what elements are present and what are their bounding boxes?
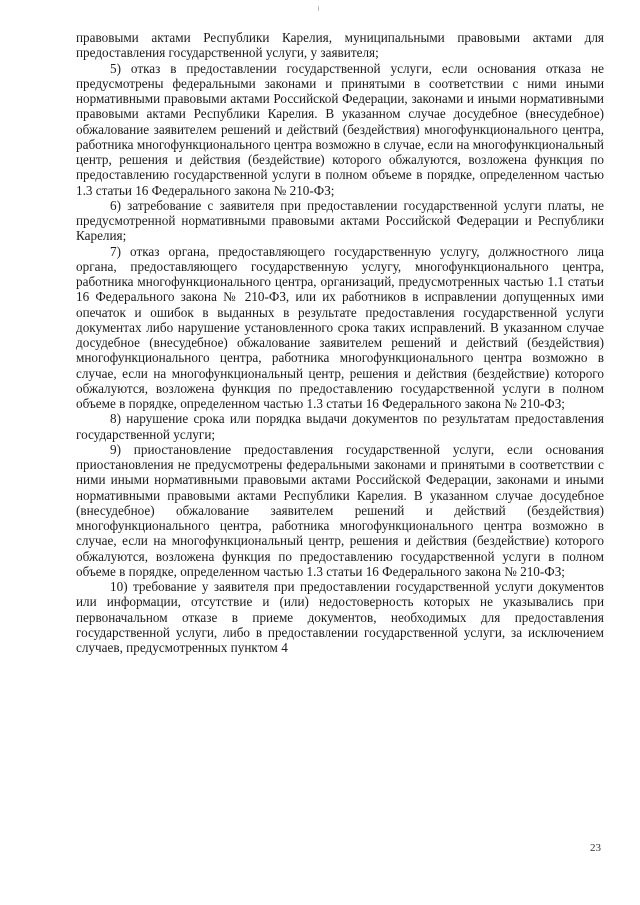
paragraph-item-10: 10) требование у заявителя при предоставлении государственной услуги документов или информации, отсутствие и (или) недостоверность которых не указывались при первоначальном отказе в приеме документов, необходимых для предоставления государственной услуги, либо в предоставлении государственной услуги, за исключением случаев, предусмотренных пунктом 4 [76,579,604,655]
page-number: 23 [590,842,601,854]
paragraph-item-8: 8) нарушение срока или порядка выдачи документов по результатам предоставления государственной услуги; [76,411,604,442]
scan-mark [318,6,319,11]
paragraph-item-6: 6) затребование с заявителя при предоставлении государственной услуги платы, не предусмотренной нормативными правовыми актами Российской Федерации и Республики Карелия; [76,197,604,244]
paragraph-item-5: 5) отказ в предоставлении государственной услуги, если основания отказа не предусмотрены федеральными законами и принятыми в соответствии с ними иными нормативными правовыми актами Российской Федерации, законами и иными нормативными правовыми актами Республики Карелия. В указанном случае досудебное (внесудебное) обжалование заявителем решений и действий (бездействия) многофункционального центра, работника многофункционального центра возможно в случае, если на многофункциональный центр, решения и действия (бездействие) которого обжалуются, возложена функция по предоставлению государственной услуги в полном объеме в порядке, определенном частью 1.3 статьи 16 Федерального закона № 210-ФЗ; [76,60,604,198]
document-body [76,30,604,655]
paragraph-continuation: правовыми актами Республики Карелия, муниципальными правовыми актами для предоставления государственной услуги, у заявителя; [76,30,604,61]
paragraph-item-7: 7) отказ органа, предоставляющего государственную услугу, должностного лица органа, предоставляющего государственную услугу, многофункционального центра, работника многофункционального центра, организаций, предусмотренных частью 1.1 статьи 16 Федерального закона № 210-ФЗ, или их работников в исправлении допущенных ими опечаток и ошибок в выданных в результате предоставления государственной услуги документах либо нарушение установленного срока таких исправлений. В указанном случае досудебное (внесудебное) обжалование заявителем решений и действий (бездействия) многофункционального центра, работника многофункционального центра возможно в случае, если на многофункциональный центр, решения и действия (бездействие) которого обжалуются, возложена функция по предоставлению государственной услуги в полном объеме в порядке, определенном частью 1.3 статьи 16 Федерального закона № 210-ФЗ; [76,243,604,411]
paragraph-item-9: 9) приостановление предоставления государственной услуги, если основания приостановления не предусмотрены федеральными законами и принятыми в соответствии с ними иными нормативными правовыми актами Российской Федерации, законами и иными нормативными правовыми актами Республики Карелия. В указанном случае досудебное (внесудебное) обжалование заявителем решений и действий (бездействия) многофункционального центра, работника многофункционального центра возможно в случае, если на многофункциональный центр, решения и действия (бездействие) которого обжалуются, возложена функция по предоставлению государственной услуги в полном объеме в порядке, определенном частью 1.3 статьи 16 Федерального закона № 210-ФЗ; [76,441,604,579]
